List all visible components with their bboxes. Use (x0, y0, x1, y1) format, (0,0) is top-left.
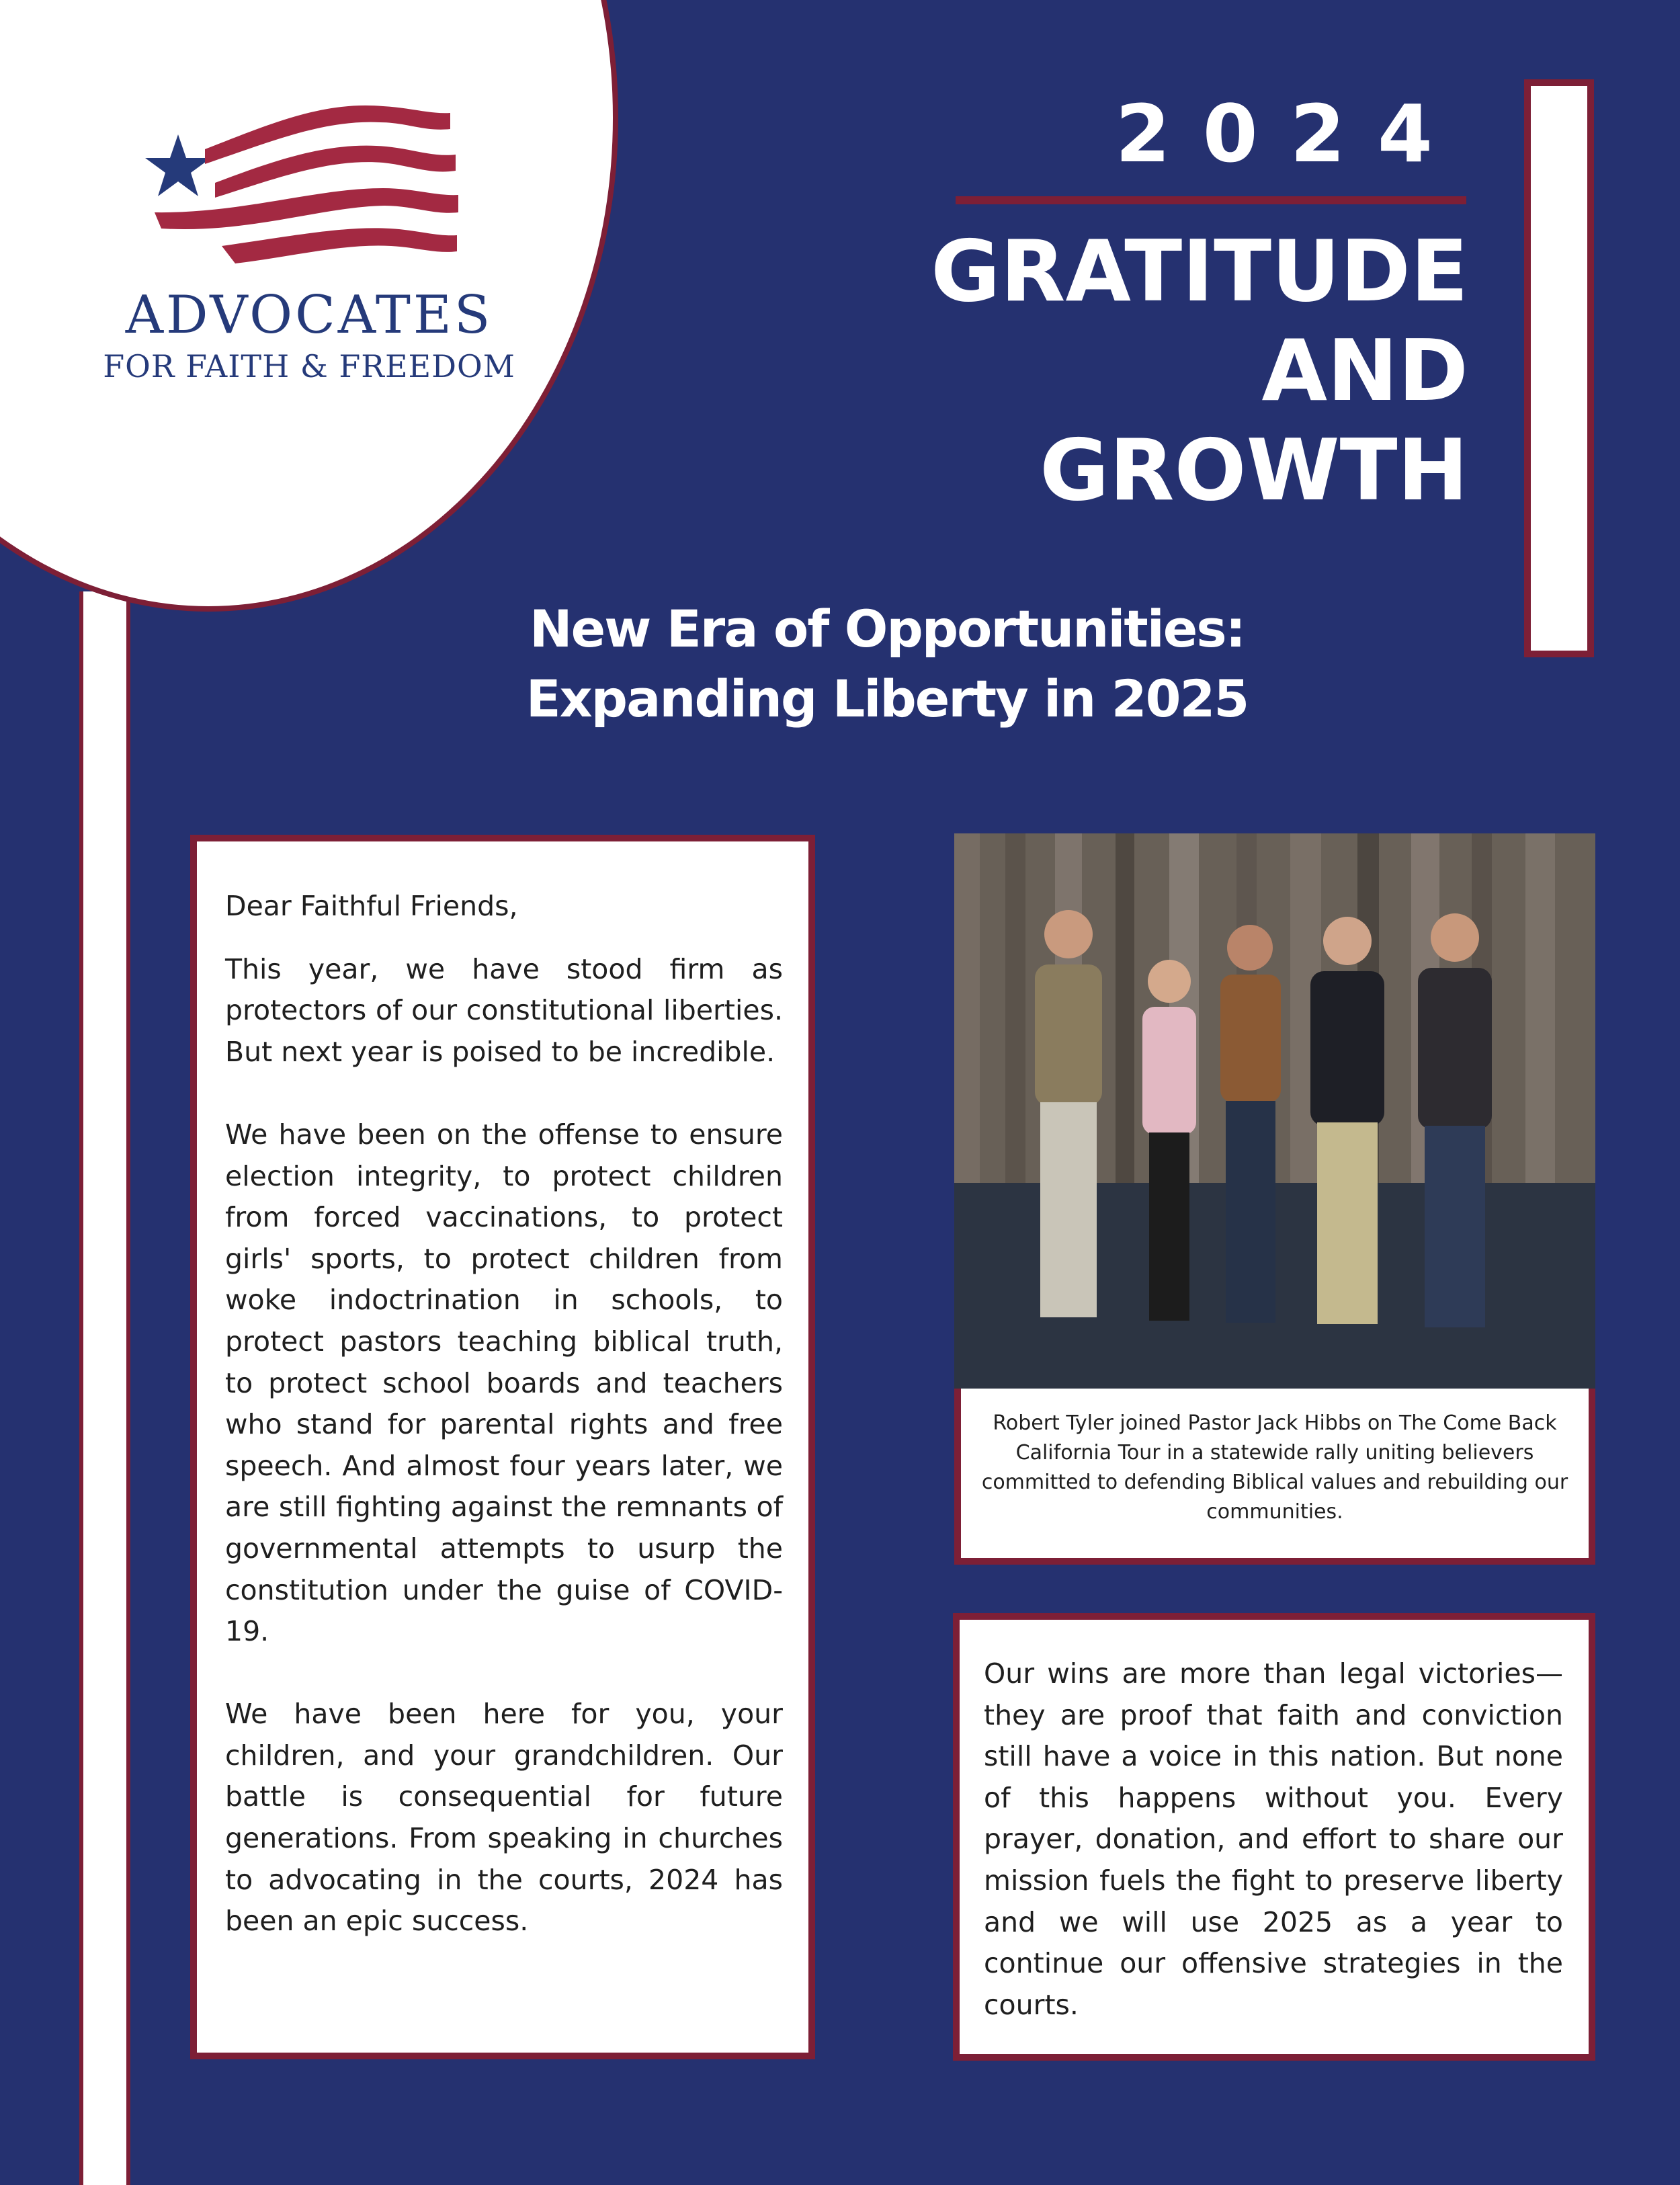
wins-panel (953, 1613, 1595, 2061)
letter-paragraph: We have been on the offense to ensure election integrity, to protect children from forced vaccinations, to protect girls' sports, to protect children from woke indoctrination in schools, to protect pastors teaching biblical truth, to protect school boards and teachers who stand for parental rights and free speech. And almost four years later, we are still fighting against the remnants of governmental attempts to usurp the constitution under the guise of COVID-19. (225, 1118, 783, 1648)
photo-card (954, 833, 1595, 1565)
star-icon (145, 134, 211, 196)
page-title (874, 222, 1468, 520)
left-decorative-bar (79, 591, 130, 2185)
logo-wordmark-line1: ADVOCATES (125, 285, 493, 345)
title-line: AND (1261, 321, 1468, 420)
subtitle (430, 594, 1344, 734)
person (1418, 913, 1492, 1327)
flag-stripe (155, 188, 458, 229)
letter-paragraph: This year, we have stood firm as protectors of our constitutional liberties. But next year is poised to be incredible. (225, 952, 783, 1068)
year-heading: 2024 (1115, 87, 1465, 180)
wins-text: Our wins are more than legal victories—they are proof that faith and conviction still have a voice in this nation. But none of this happens without you. Every prayer, donation, and effort to share our mission fuels the fight to preserve liberty and we will use 2025 as a year to continue our offensive strategies in the courts. (984, 1657, 1563, 2021)
flag-stripe (215, 146, 456, 198)
right-decorative-bar (1524, 79, 1594, 657)
title-line: GROWTH (1040, 421, 1468, 520)
person (1310, 917, 1384, 1324)
person (1220, 925, 1281, 1323)
subtitle-line1: New Era of Opportunities: (530, 599, 1245, 659)
subtitle-line2: Expanding Liberty in 2025 (526, 669, 1249, 729)
letter-greeting: Dear Faithful Friends, (225, 890, 518, 922)
letter-panel (190, 835, 815, 2059)
title-line: GRATITUDE (931, 222, 1468, 321)
person (1035, 910, 1102, 1317)
flag-stripe (222, 228, 457, 263)
photo-caption: Robert Tyler joined Pastor Jack Hibbs on The Come Back California Tour in a statewide rally uniting believers committed to defending Biblical values and rebuilding our communities. (981, 1411, 1568, 1524)
logo-wordmark-line2: FOR FAITH & FREEDOM (103, 348, 515, 384)
group-photo (954, 833, 1595, 1389)
letter-paragraph: We have been here for you, your children, and your grandchildren. Our battle is consequential for future generations. From speaking in churches to advocating in the courts, 2024 has been an epic success. (225, 1698, 783, 1938)
flag-star-logo-icon (141, 87, 464, 282)
year-divider (956, 196, 1466, 204)
person (1142, 960, 1196, 1321)
